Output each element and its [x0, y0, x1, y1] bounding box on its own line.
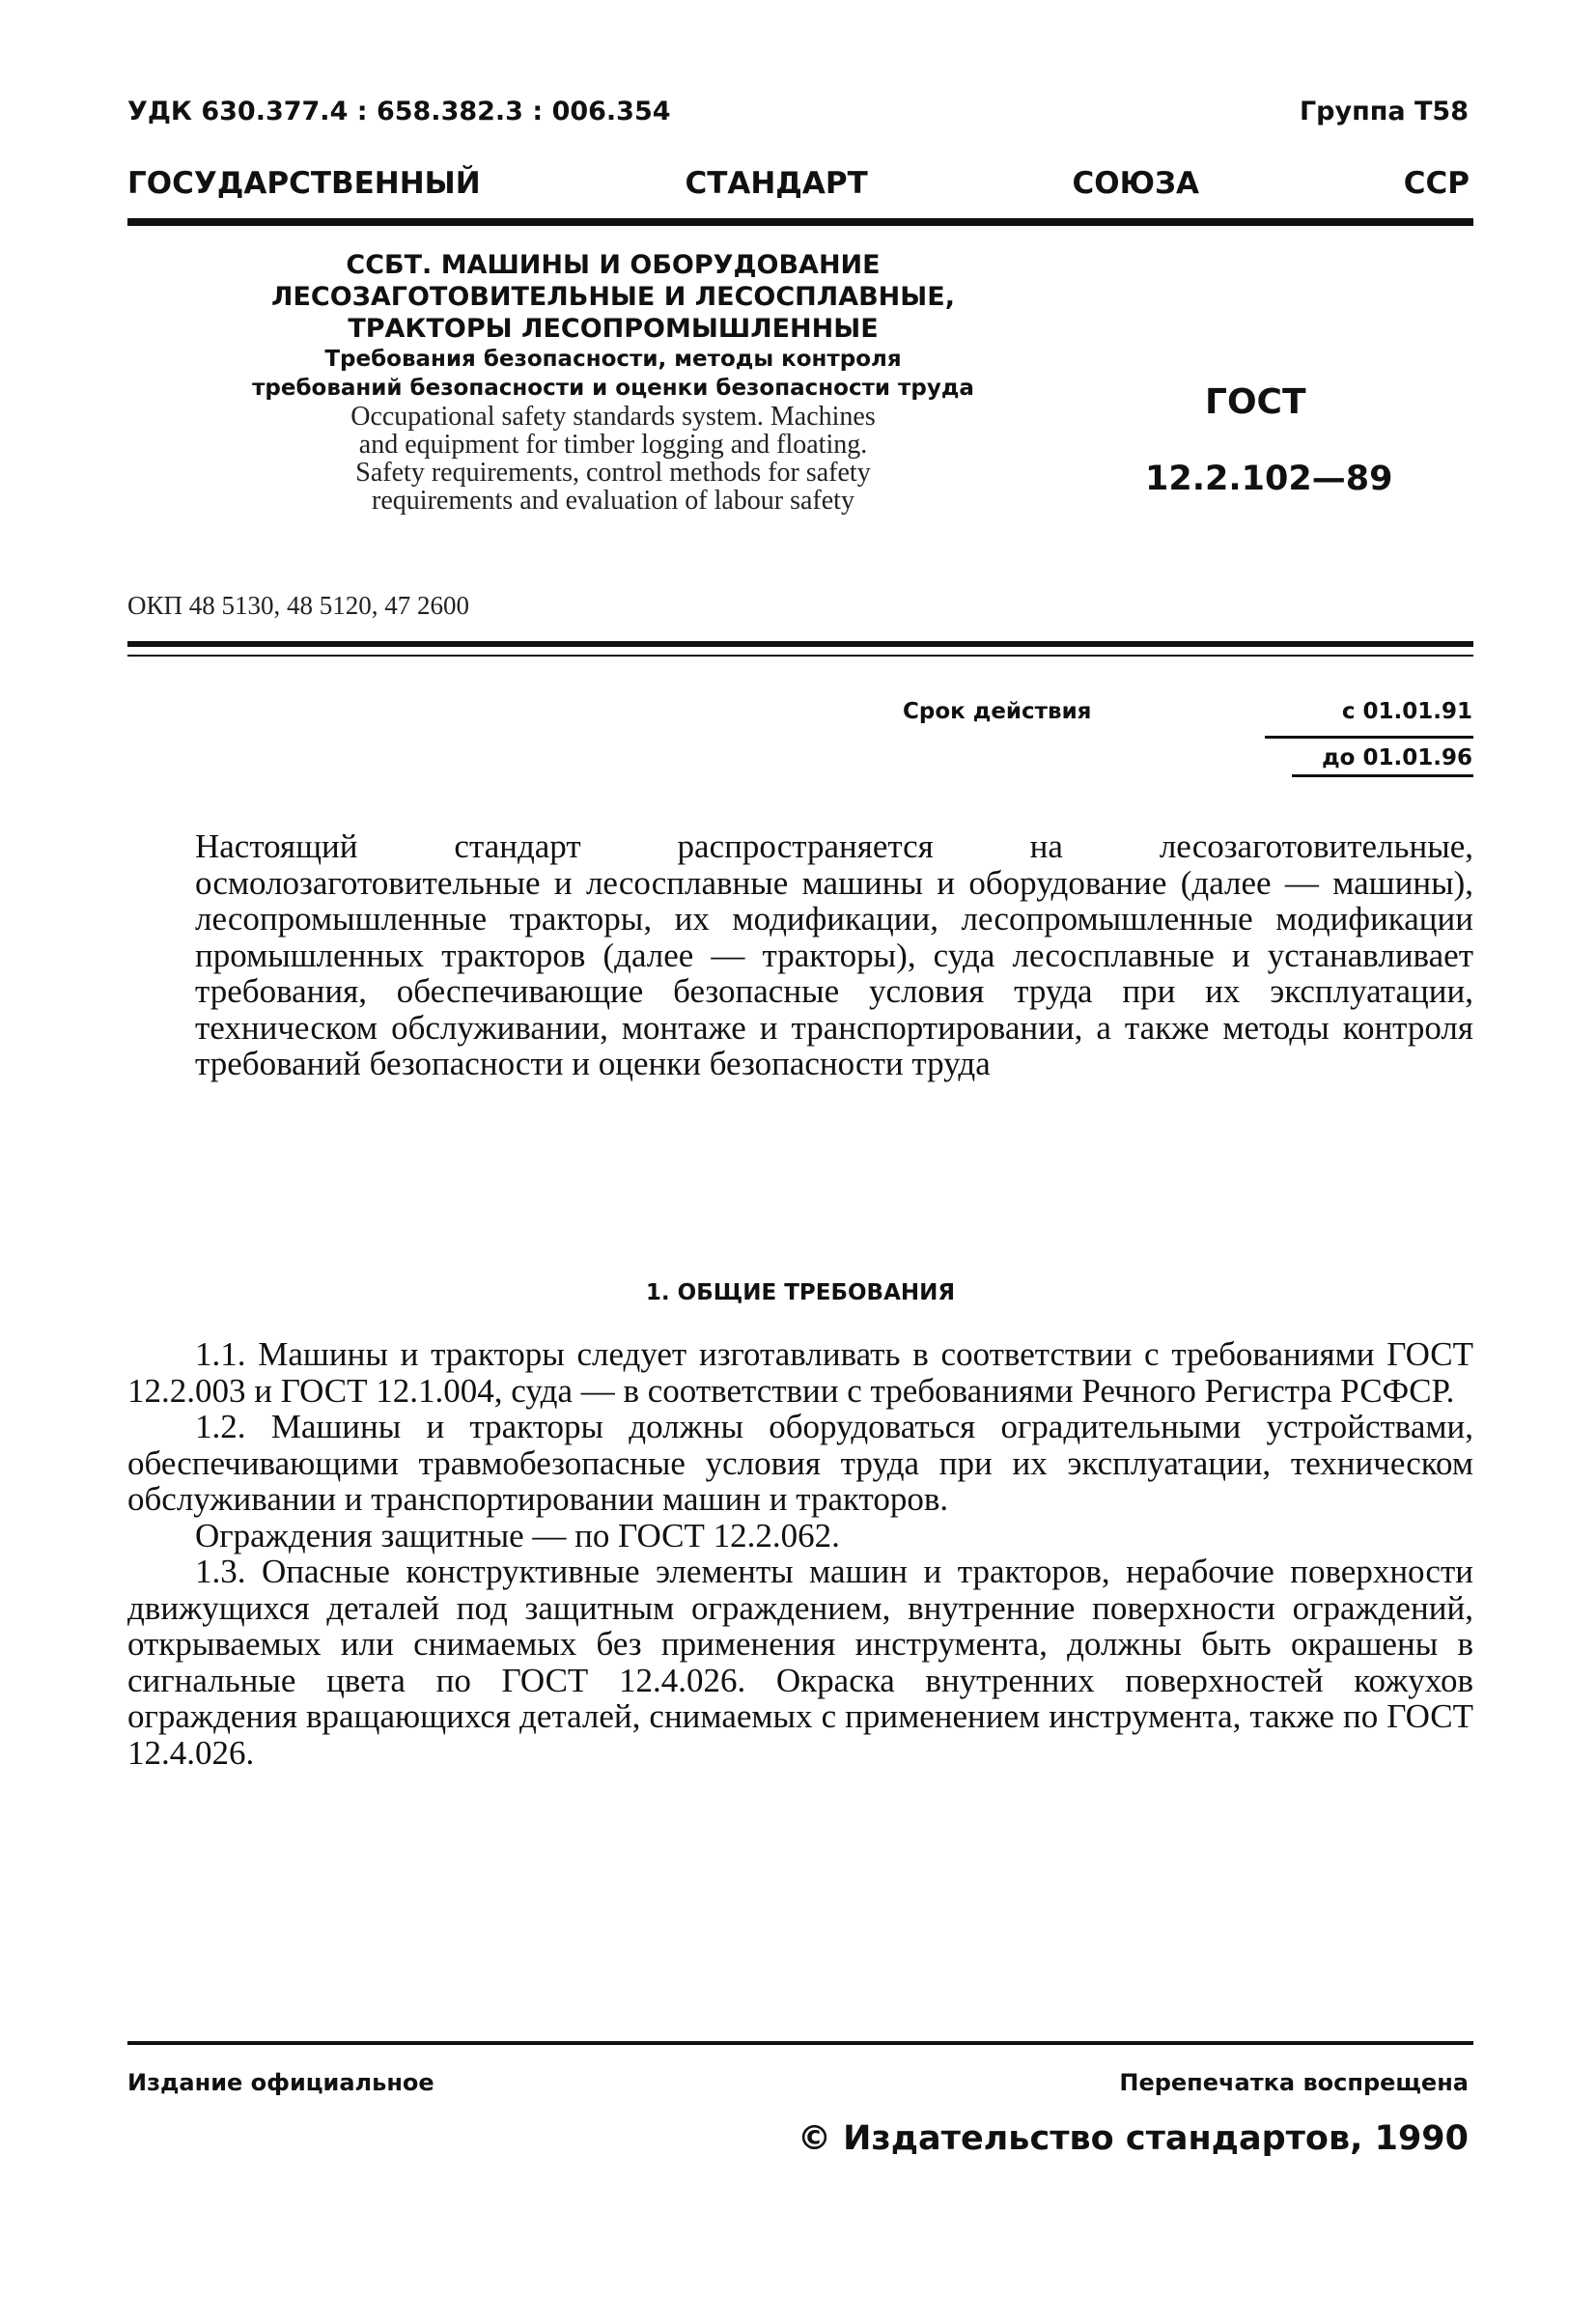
requirement-paragraph: 1.3. Опасные конструктивные элементы машин и тракторов, нерабочие поверхности движущихся деталей под защитным ограждением, внутренние поверхности ограждений, открываемых или снимаемых без применения инструмента, должны быть окрашены в сигнальные цвета по ГОСТ 12.4.026. Окраска внутренних поверхностей кожухов ограждения вращающихся деталей, снимаемых с применением инструмента, также по ГОСТ 12.4.026. — [127, 1553, 1473, 1772]
intro-paragraph: Настоящий стандарт распространяется на лесозаготовительные, осмолозаготовительные и лесосплавные машины и оборудование (далее — машины), лесопромышленные тракторы, их модификации, лесопромышленные модификации промышленных тракторов (далее — тракторы), суда лесосплавные и устанавливает требования, обеспечивающие безопасные условия труда при их эксплуатации, техническом обслуживании, монтаже и транспортировании, а также методы контроля требований безопасности и оценки безопасности труда — [195, 827, 1473, 1082]
publisher-copyright: © Издательство стандартов, 1990 — [797, 2119, 1469, 2158]
subtitle-line: Требования безопасности, методы контроля — [324, 347, 902, 372]
reprint-note: Перепечатка воспрещена — [1119, 2069, 1469, 2096]
top-thick-rule — [127, 218, 1473, 226]
mid-thick-rule — [127, 641, 1473, 647]
validity-rule — [1265, 736, 1473, 739]
title-block — [164, 249, 1062, 515]
okp-codes: ОКП 48 5130, 48 5120, 47 2600 — [127, 591, 470, 620]
validity-to: до 01.01.96 — [1322, 745, 1472, 770]
section-title: 1. ОБЩИЕ ТРЕБОВАНИЯ — [645, 1280, 956, 1305]
footer-rule — [127, 2041, 1473, 2045]
requirements-block — [127, 1336, 1473, 1771]
group-code: Группа Т58 — [1299, 97, 1469, 126]
title-line: ССБТ. МАШИНЫ И ОБОРУДОВАНИЕ — [346, 250, 881, 280]
title-line: ЛЕСОЗАГОТОВИТЕЛЬНЫЕ И ЛЕСОСПЛАВНЫЕ, — [271, 282, 955, 312]
mid-thin-rule — [127, 655, 1473, 657]
title-line: ТРАКТОРЫ ЛЕСОПРОМЫШЛЕННЫЕ — [348, 314, 879, 344]
state-title-word: СОЮЗА — [1072, 166, 1200, 201]
validity-label: Срок действия — [903, 699, 1092, 724]
english-title-line: and equipment for timber logging and floating. — [358, 430, 868, 460]
udk-code: УДК 630.377.4 : 658.382.3 : 006.354 — [127, 97, 671, 126]
gost-label: ГОСТ — [1205, 382, 1306, 422]
edition-note: Издание официальное — [127, 2069, 434, 2096]
subtitle-line: требований безопасности и оценки безопасности труда — [252, 376, 974, 401]
state-title-word: ГОСУДАРСТВЕННЫЙ — [127, 166, 481, 201]
requirement-paragraph: 1.2. Машины и тракторы должны оборудоваться оградительными устройствами, обеспечивающими травмобезопасные условия труда при их эксплуатации, техническом обслуживании и транспортировании машин и тракторов. — [127, 1408, 1473, 1518]
state-title-word: ССР — [1403, 166, 1470, 201]
english-title-line: Safety requirements, control methods for safety — [355, 458, 871, 488]
gost-number: 12.2.102—89 — [1145, 460, 1393, 498]
validity-rule-bottom — [1292, 774, 1473, 777]
requirement-paragraph: Ограждения защитные — по ГОСТ 12.2.062. — [195, 1516, 840, 1554]
requirement-paragraph: 1.1. Машины и тракторы следует изготавливать в соответствии с требованиями ГОСТ 12.2.003 и ГОСТ 12.1.004, суда — в соответствии с требованиями Речного Регистра РСФСР. — [127, 1335, 1473, 1410]
english-title-line: Occupational safety standards system. Machines — [350, 402, 876, 432]
state-standard-title — [127, 166, 1470, 201]
validity-from: с 01.01.91 — [1341, 699, 1472, 724]
english-title-line: requirements and evaluation of labour safety — [372, 486, 854, 516]
state-title-word: СТАНДАРТ — [685, 166, 868, 201]
